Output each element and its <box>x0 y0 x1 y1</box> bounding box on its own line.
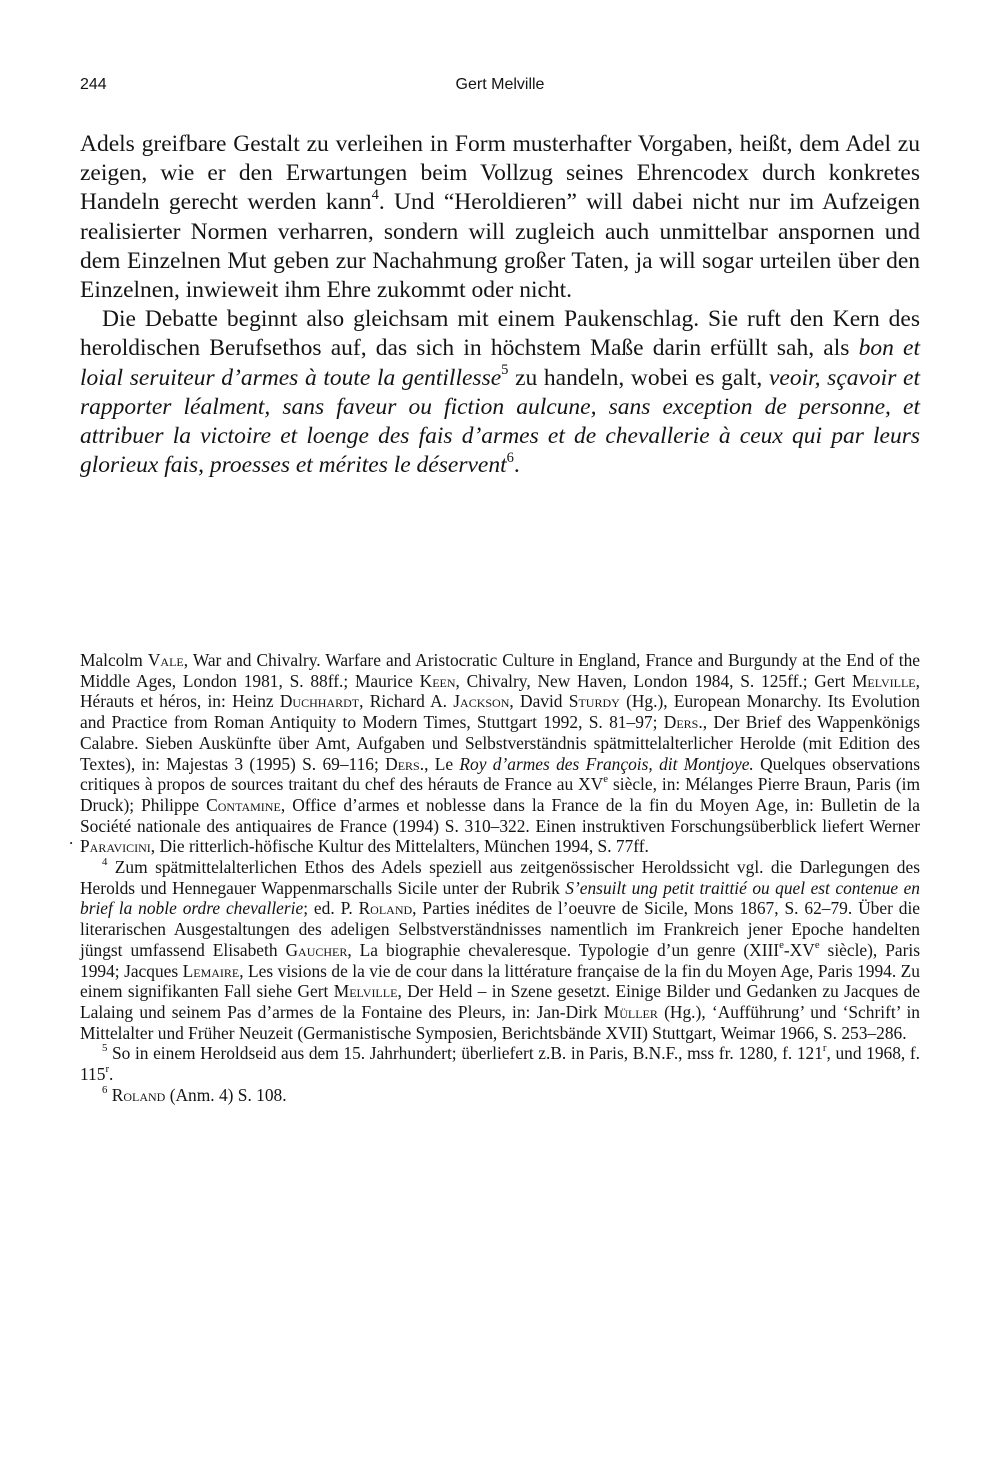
page-number: 244 <box>80 76 107 93</box>
footnote-4-number: 4 <box>102 856 108 869</box>
body-paragraph-2: Die Debatte beginnt also gleichsam mit einem Paukenschlag. Sie ruft den Kern des heroldischen Berufsethos auf, das sich in höchstem Maße darin erfüllt sah, als bon et loial seruiteur d’armes à toute la gentillesse$^5$ zu handeln, wobei es galt, veoir, sçavoir et rapporter léalment, sans faveur ou fiction aulcune, sans exception de personne, et attribuer la victoire et loenge des fais d’armes et de chevallerie à ceux qui par leurs glorieux fais, proesses et mérites le déservent$^6$. <box>80 306 920 479</box>
footnote-ref-6[interactable]: 6 <box>506 449 514 466</box>
french-quote-1: bon et loial seruiteur d’armes à toute la gentillesse <box>80 335 920 391</box>
footnote-4: $^4$ Zum spätmittelalterlichen Ethos des Adels speziell aus zeitgenössischer Heroldssicht vgl. die Darlegungen des Herolds und Hennegauer Wappenmarschalls Sicile unter der Rubrik S’ensuilt ung petit traittié ou quel est contenue en brief la noble ordre chevallerie; ed. P. Roland, Parties inédites de l’oeuvre de Sicile, Mons 1867, S. 62–79. Über die literarischen Ausgestaltungen des adeligen Selbstverständnisses namentlich im Frankreich jener Epoche handelten jüngst umfassend Elisabeth Gaucher, La biographie chevaleresque. Typologie d’un genre (XIIIe-XVe siècle), Paris 1994; Jacques Lemaire, Les visions de la vie de cour dans la littérature française de la fin du Moyen Age, Paris 1994. Zu einem signifikanten Fall siehe Gert Melville, Der Held – in Szene gesetzt. Einige Bilder und Gedanken zu Jacques de Lalaing und seinem Pas d’armes de la Fontaine des Pleurs, in: Jan-Dirk Müller (Hg.), ‘Aufführung’ und ‘Schrift’ in Mittelalter und Früher Neuzeit (Germanistische Symposien, Berichtsbände XVII) Stuttgart, Weimar 1966, S. 253–286. <box>80 856 921 1043</box>
running-head-author: Gert Melville <box>455 76 545 93</box>
stray-dot-mark: . <box>69 829 74 848</box>
running-head <box>80 76 920 100</box>
footnote-5: $^5$ So in einem Heroldseid aus dem 15. Jahrhundert; überliefert z.B. in Paris, B.N.F., mss fr. 1280, f. 121$^r$, und 1968, f. 115$^r$. <box>80 1042 920 1085</box>
french-quote-2: veoir, sçavoir et rapporter léalment, sans faveur ou fiction aulcune, sans exception de personne, et attribuer la victoire et loenge des fais d’armes et de chevallerie à ceux qui par leurs glorieux fais, proesses et mérites le déservent <box>80 364 920 479</box>
main-text <box>80 130 920 480</box>
footnote-5-number: 5 <box>102 1042 108 1055</box>
footnote-6-number: 6 <box>102 1083 108 1096</box>
footnote-ref-4[interactable]: 4 <box>371 187 379 204</box>
footnote-continued: . Malcolm Vale, War and Chivalry. Warfare and Aristocratic Culture in England, France and Burgundy at the End of the Middle Ages, London 1981, S. 88ff.; Maurice Keen, Chivalry, New Haven, London 1984, S. 125ff.; Gert Melville, Hérauts et héros, in: Heinz Duchhardt, Richard A. Jackson, David Sturdy (Hg.), European Monarchy. Its Evolution and Practice from Roman Antiquity to Modern Times, Stuttgart 1992, S. 81–97; Ders., Der Brief des Wappenkönigs Calabre. Sieben Auskünfte über Amt, Aufgaben und Selbstverständnis spätmittelalterlicher Herolde (mit Edition des Textes), in: Majestas 3 (1995) S. 69–116; Ders., Le Roy d’armes des François, dit Montjoye. Quelques observations critiques à propos de sources traitant du chef des hérauts de France au XVe siècle, in: Mélanges Pierre Braun, Paris (im Druck); Philippe Contamine, Office d’armes et noblesse dans la France de la fin du Moyen Age, in: Bulletin de la Société nationale des antiquaires de France (1994) S. 310–322. Einen instruktiven Forschungsüberblick liefert Werner Paravicini, Die ritterlich-höfische Kultur des Mittelalters, München 1994, S. 77ff. <box>69 650 921 857</box>
footnote-ref-5[interactable]: 5 <box>501 362 509 379</box>
footnotes <box>69 650 921 1105</box>
body-paragraph-1: Adels greifbare Gestalt zu verleihen in Form musterhafter Vorgaben, heißt, dem Adel zu zeigen, wie er den Erwartungen beim Vollzug seines Ehrencodex durch konkretes Handeln gerecht werden kann$^4$. Und “Heroldieren” will dabei nicht nur im Aufzeigen realisierter Normen verharren, sondern will zugleich auch unmittelbar anspornen und dem Einzelnen Mut geben zur Nachahmung großer Taten, ja will sogar urteilen über den Einzelnen, inwieweit ihm Ehre zukommt oder nicht. <box>80 131 920 304</box>
footnote-6: $^6$ Roland (Anm. 4) S. 108. <box>102 1083 287 1105</box>
